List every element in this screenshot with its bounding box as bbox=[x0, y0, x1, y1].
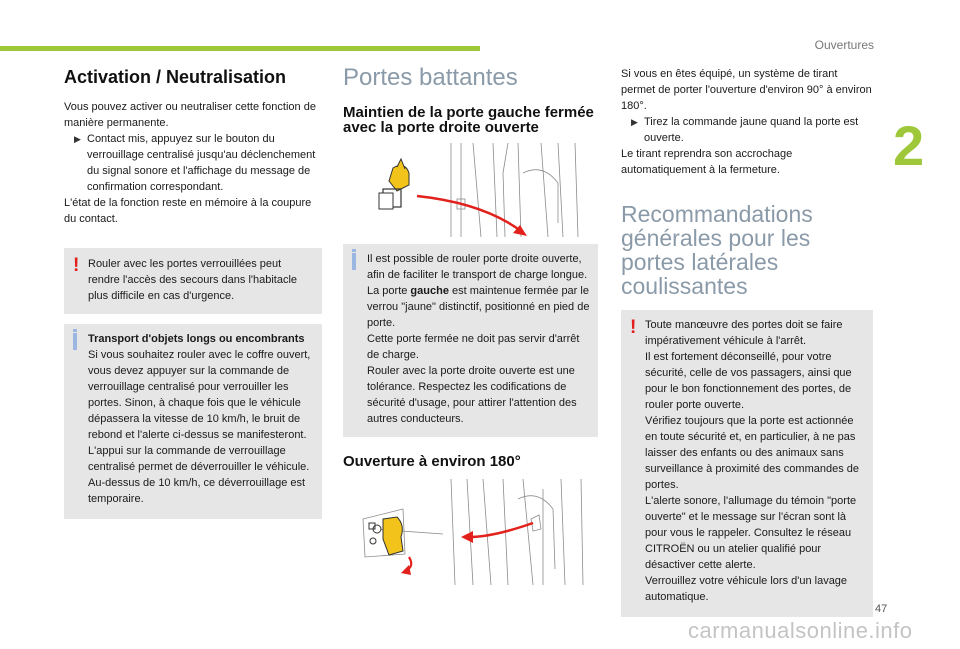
activation-step-text: Contact mis, appuyez sur le bouton du verrouillage centralisé jusqu'au déclenchement du signal sonore et l'affichage du message de confirmation correspondant. bbox=[87, 133, 316, 193]
arrow-right-icon: ▶ bbox=[74, 134, 81, 144]
info-box-transport bbox=[64, 324, 322, 519]
reco-title: Recommandations générales pour les portes latérales coulissantes bbox=[621, 201, 813, 299]
reco-line-5: Verrouillez votre véhicule lors d'un lavage automatique. bbox=[645, 575, 848, 603]
door-opening-illustration bbox=[343, 479, 598, 585]
reco-line-4: L'alerte sonore, l'allumage du témoin "porte ouverte" et le message sur l'écran sont là pour vous le rappeler. Consultez le réseau CITROËN ou un atelier qualifié pour désactiver cette alerte. bbox=[645, 495, 857, 571]
door-opening-figure bbox=[343, 479, 598, 585]
section-title: Ouvertures bbox=[814, 38, 874, 52]
warning-box bbox=[64, 248, 322, 314]
info-p2-bold: gauche bbox=[410, 285, 449, 297]
page-number: 47 bbox=[875, 603, 888, 615]
maintien-title: Maintien de la porte gauche fermée avec la porte droite ouverte bbox=[343, 104, 594, 136]
portes-info-p4: Rouler avec la porte droite ouverte est une tolérance. Respectez les codifications de sécurité d'usage, pour attirer l'attention des autres conducteurs. bbox=[367, 365, 577, 425]
door-lock-illustration bbox=[343, 143, 598, 237]
reco-line-1: Toute manœuvre des portes doit se faire impérativement véhicule à l'arrêt. bbox=[645, 319, 843, 347]
portes-title: Portes battantes bbox=[343, 64, 518, 91]
door-lock-figure bbox=[343, 143, 598, 237]
portes-info-p3: Cette porte fermée ne doit pas servir d'arrêt de charge. bbox=[367, 333, 580, 361]
info-box-porte-droite bbox=[343, 244, 598, 437]
header-accent-bar bbox=[0, 46, 480, 51]
info-body: Si vous souhaitez rouler avec le coffre ouvert, vous devez appuyer sur la commande de verrouillage centralisé pour verrouiller les portes. Sinon, à chaque fois que le véhicule dépassera la vitesse de 10 km/h, le bruit de rebond et l'alerte ci-dessus se manifesteront. bbox=[88, 349, 311, 441]
portes-info-p1: Il est possible de rouler porte droite ouverte, afin de faciliter le transport de charge longue. bbox=[367, 253, 588, 281]
reco-line-2: Il est fortement déconseillé, pour votre sécurité, celle de vos passagers, ainsi que pour le bon fonctionnement des portes, de rouler porte ouverte. bbox=[645, 351, 852, 411]
tirant-outro: Le tirant reprendra son accrochage automatiquement à la fermeture. bbox=[621, 148, 793, 176]
activation-intro: Vous pouvez activer ou neutraliser cette fonction de manière permanente. bbox=[64, 101, 316, 129]
tirant-step bbox=[621, 114, 873, 146]
chapter-number: 2 bbox=[893, 114, 925, 177]
info-body-2: L'appui sur la commande de verrouillage centralisé permet de déverrouiller le véhicule. bbox=[88, 445, 310, 473]
info-p2-post: est maintenue fermée par le verrou "jaune" distinctif, positionné en pied de porte. bbox=[367, 285, 590, 329]
arrow-right-icon: ▶ bbox=[631, 117, 638, 127]
yellow-pull-handle-icon bbox=[369, 517, 403, 555]
reco-warning-box bbox=[621, 310, 873, 617]
activation-memory: L'état de la fonction reste en mémoire à la coupure du contact. bbox=[64, 197, 312, 225]
info-icon bbox=[73, 333, 77, 350]
portes-info-p2 bbox=[367, 283, 592, 331]
watermark: carmanualsonline.info bbox=[688, 618, 913, 643]
activation-title: Activation / Neutralisation bbox=[64, 67, 287, 87]
warning-icon: ! bbox=[73, 255, 80, 276]
reco-line-3: Vérifiez toujours que la porte est actionnée en toute sécurité et, en particulier, à ne pas laisser des enfants ou des animaux sans surveillance à proximité des commandes de portes. bbox=[645, 415, 859, 491]
yellow-lock-icon bbox=[379, 159, 409, 209]
portes-column bbox=[343, 66, 598, 585]
tirant-column bbox=[621, 66, 873, 617]
info-title: Transport d'objets longs ou encombrants bbox=[88, 333, 305, 345]
info-p2-pre: La porte bbox=[367, 285, 411, 297]
tirant-step-text: Tirez la commande jaune quand la porte est ouverte. bbox=[644, 116, 859, 144]
ouverture-title: Ouverture à environ 180° bbox=[343, 453, 521, 470]
activation-step bbox=[64, 131, 322, 195]
info-icon bbox=[352, 253, 356, 270]
warning-text: Rouler avec les portes verrouillées peut rendre l'accès des secours dans l'habitacle plus difficile en cas d'urgence. bbox=[88, 258, 298, 302]
activation-column bbox=[64, 66, 322, 519]
warning-icon: ! bbox=[630, 317, 637, 338]
tirant-intro: Si vous en êtes équipé, un système de tirant permet de porter l'ouverture d'environ 90° à environ 180°. bbox=[621, 68, 872, 112]
info-body-3: Au-dessus de 10 km/h, ce déverrouillage est temporaire. bbox=[88, 477, 306, 505]
